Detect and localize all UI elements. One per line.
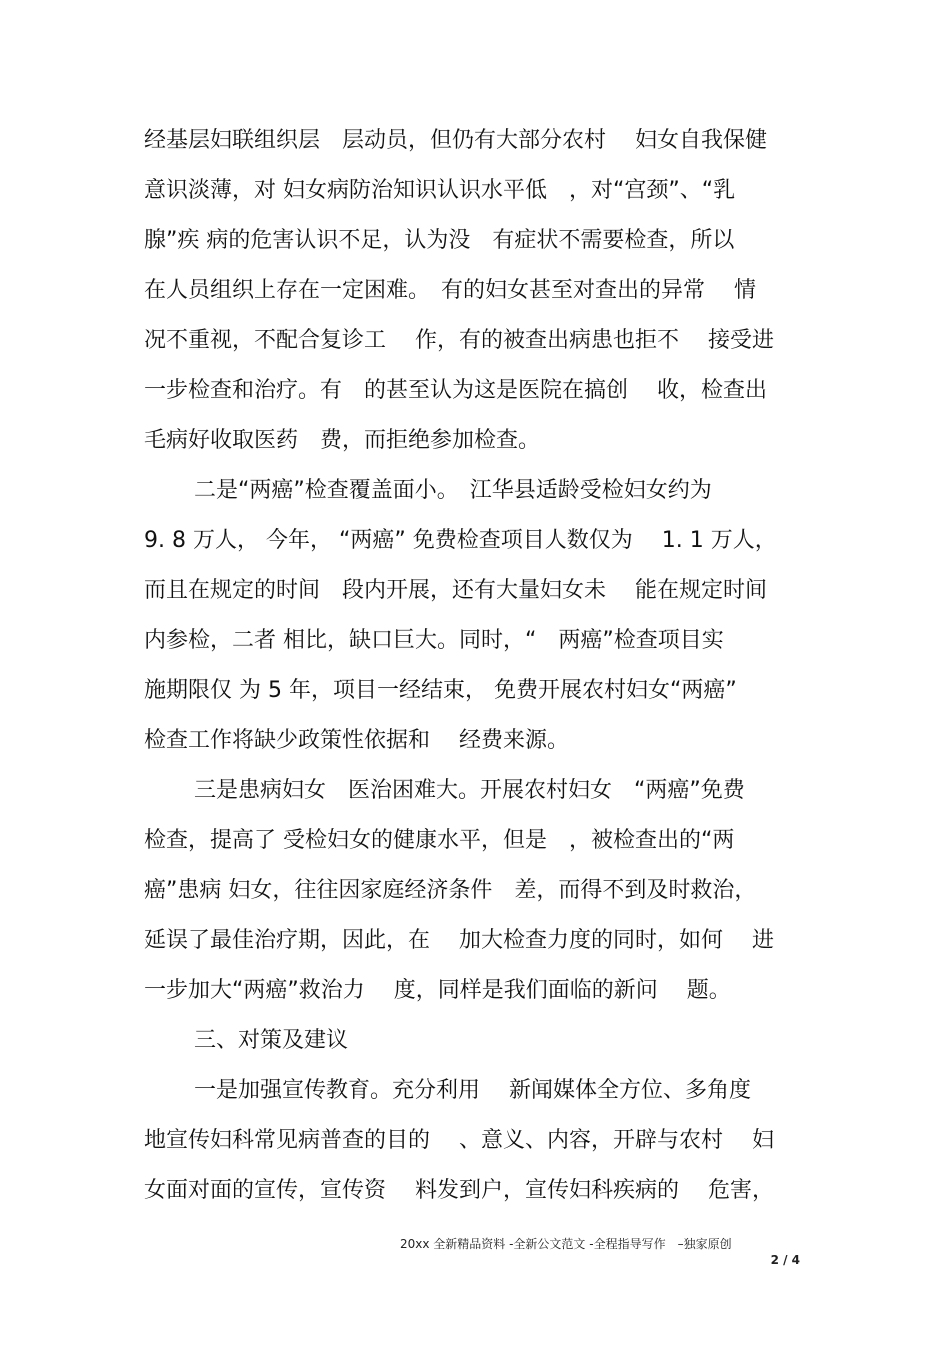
body-line-15: 检查，提高了 受检妇女的健康水平，但是 ，被检查出的“两: [144, 828, 735, 853]
body-line-21: 地宣传妇科常见病普查的目的 、意义、内容，开辟与农村 妇: [144, 1128, 774, 1153]
body-line-14: 三是患病妇女 医治困难大。开展农村妇女 “两癌”免费: [194, 778, 745, 803]
body-line-12: 施期限仅 为 5 年，项目一经结束， 免费开展农村妇女“两癌”: [144, 678, 737, 703]
body-line-2: 意识淡薄，对 妇女病防治知识认识水平低 ，对“宫颈”、“乳: [144, 178, 736, 203]
body-line-10: 而且在规定的时间 段内开展，还有大量妇女未 能在规定时间: [144, 578, 767, 603]
body-line-13: 检查工作将缺少政策性依据和 经费来源。: [144, 728, 569, 753]
section-heading: 三、对策及建议: [194, 1028, 349, 1053]
body-line-16: 癌”患病 妇女，往往因家庭经济条件 差，而得不到及时救治，: [144, 878, 757, 903]
page-footer: 20xx 全新精品资料 -全新公文范文 -全程指导写作 –独家原创: [400, 1237, 732, 1251]
body-line-8: 二是“两癌”检查覆盖面小。 江华县适龄受检妇女约为: [194, 478, 712, 503]
body-line-20: 一是加强宣传教育。充分利用 新闻媒体全方位、多角度: [194, 1078, 751, 1103]
body-line-22: 女面对面的宣传，宣传资 料发到户，宣传妇科疾病的 危害，: [144, 1178, 774, 1203]
body-line-3: 腺”疾 病的危害认识不足，认为没 有症状不需要检查，所以: [144, 228, 735, 253]
page-number: 2 / 4: [770, 1253, 800, 1267]
body-line-6: 一步检查和治疗。有 的甚至认为这是医院在搞创 收，检查出: [144, 378, 767, 403]
body-line-11: 内参检，二者 相比，缺口巨大。同时，“ 两癌”检查项目实: [144, 628, 724, 653]
body-line-9: 9. 8 万人， 今年， “两癌” 免费检查项目人数仅为 1. 1 万人，: [144, 528, 777, 553]
body-line-5: 况不重视，不配合复诊工 作，有的被查出病患也拒不 接受进: [144, 328, 774, 353]
body-line-18: 一步加大“两癌”救治力 度，同样是我们面临的新问 题。: [144, 978, 731, 1003]
body-line-1: 经基层妇联组织层 层动员，但仍有大部分农村 妇女自我保健: [144, 128, 767, 153]
body-line-4: 在人员组织上存在一定困难。 有的妇女甚至对查出的异常 情: [144, 278, 756, 303]
body-line-17: 延误了最佳治疗期，因此，在 加大检查力度的同时，如何 进: [144, 928, 774, 953]
body-line-7: 毛病好收取医药 费，而拒绝参加检查。: [144, 428, 541, 453]
